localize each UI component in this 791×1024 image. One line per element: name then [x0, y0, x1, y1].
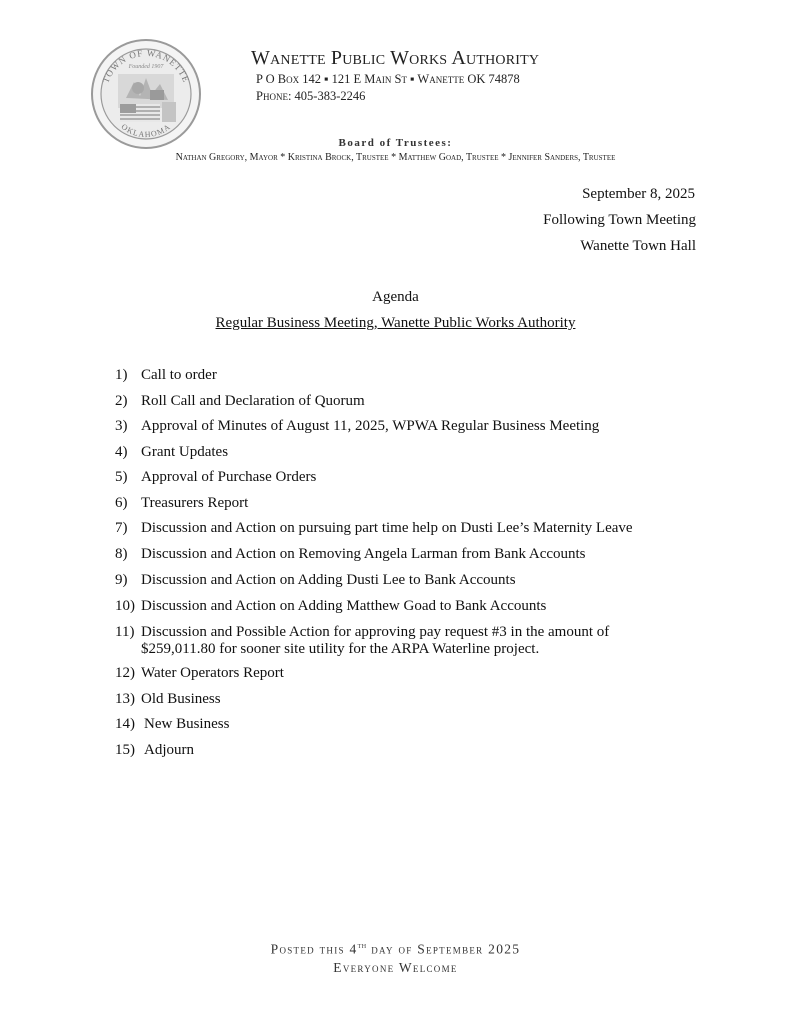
agenda-item-number: 9): [115, 572, 128, 588]
agenda-item-number: 13): [115, 691, 135, 707]
agenda-item-number: 8): [115, 546, 128, 562]
agenda-item-text: Discussion and Action on Removing Angela Larman from Bank Accounts: [141, 546, 586, 562]
agenda-item-text: Roll Call and Declaration of Quorum: [141, 393, 365, 409]
posting-notice-prefix: Posted this 4: [270, 941, 358, 957]
agenda-item-number: 6): [115, 495, 128, 511]
agenda-item-number: 11): [115, 624, 135, 640]
agenda-item-number: 2): [115, 393, 128, 409]
agenda-item-text: Adjourn: [144, 742, 194, 758]
organization-name: Wanette Public Works Authority: [251, 47, 540, 69]
seal-top-text: TOWN OF WANETTE: [100, 47, 192, 85]
agenda-item-number: 5): [115, 469, 128, 485]
organization-phone: Phone: 405-383-2246: [256, 89, 366, 103]
agenda-item-text: Water Operators Report: [141, 665, 284, 681]
organization-address: P O Box 142 ▪ 121 E Main St ▪ Wanette OK 74878: [256, 72, 520, 86]
meeting-location: Wanette Town Hall: [580, 238, 696, 254]
board-members: Nathan Gregory, Mayor * Kristina Brock, Trustee * Matthew Goad, Trustee * Jennifer Sanders, Trustee: [175, 152, 616, 163]
agenda-item-number: 3): [115, 418, 128, 434]
posting-notice-ordinal: th: [357, 941, 367, 950]
agenda-item-number: 10): [115, 598, 135, 614]
agenda-item-number: 4): [115, 444, 128, 460]
seal-bottom-text: OKLAHOMA: [119, 122, 173, 140]
agenda-item-text: Treasurers Report: [141, 495, 249, 511]
agenda-item-text: New Business: [144, 716, 230, 732]
posting-notice-suffix: day of September 2025: [366, 941, 521, 957]
agenda-item-text: Grant Updates: [141, 444, 229, 460]
agenda-item-text: Discussion and Action on Adding Dusti Lee to Bank Accounts: [141, 572, 516, 588]
agenda-item-text: Discussion and Possible Action for approving pay request #3 in the amount of $259,011.80 for sooner site utility for the ARPA Waterline project.: [141, 624, 610, 657]
agenda-item-text: Approval of Minutes of August 11, 2025, WPWA Regular Business Meeting: [141, 418, 600, 434]
meeting-time: Following Town Meeting: [543, 212, 696, 228]
agenda-item-text: Approval of Purchase Orders: [141, 469, 317, 485]
agenda-item-number: 15): [115, 742, 135, 758]
agenda-item-number: 12): [115, 665, 135, 681]
agenda-item-text: Call to order: [141, 367, 217, 383]
agenda-item-number: 7): [115, 520, 128, 536]
town-seal-logo: [90, 38, 202, 150]
meeting-date: September 8, 2025: [582, 186, 695, 202]
agenda-item-text: Discussion and Action on pursuing part time help on Dusti Lee’s Maternity Leave: [141, 520, 633, 536]
agenda-subtitle: Regular Business Meeting, Wanette Public Works Authority: [215, 315, 576, 331]
welcome-notice: Everyone Welcome: [333, 960, 458, 975]
agenda-item-number: 14): [115, 716, 135, 732]
board-title: Board of Trustees:: [338, 137, 453, 149]
agenda-item-text: Discussion and Action on Adding Matthew Goad to Bank Accounts: [141, 598, 547, 614]
agenda-item-text: Old Business: [141, 691, 221, 707]
posting-notice: [0, 941, 791, 958]
agenda-title: Agenda: [372, 289, 419, 305]
agenda-item-number: 1): [115, 367, 128, 383]
seal-founded-text: Founded 1907: [128, 64, 164, 70]
